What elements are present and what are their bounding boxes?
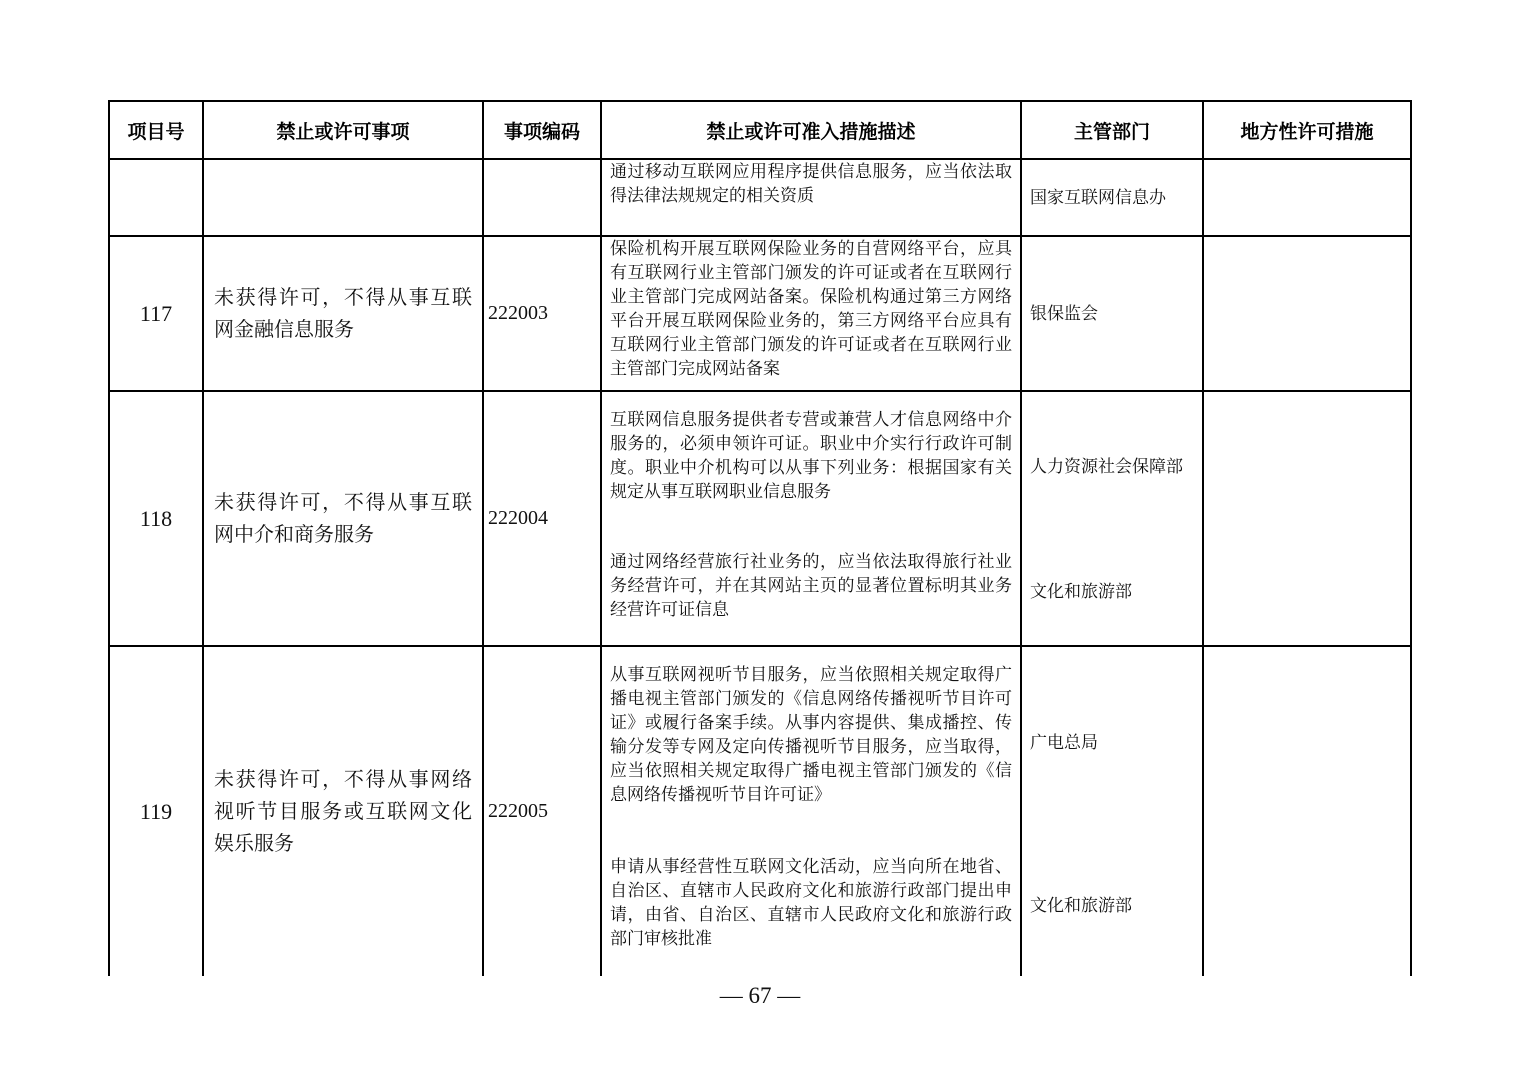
item-no-cell: 117 (109, 236, 203, 391)
item-name-cell (203, 159, 483, 236)
table-row-118 (109, 391, 1411, 646)
table-row-continuation (109, 159, 1411, 236)
measure-description-paragraph: 申请从事经营性互联网文化活动，应当向所在地省、自治区、直辖市人民政府文化和旅游行政部门提出申请，由省、自治区、直辖市人民政府文化和旅游行政部门审核批准 (610, 857, 1012, 948)
page-number: — 67 — (719, 983, 801, 1008)
local-measure-cell (1203, 646, 1411, 976)
measure-description-cell (601, 646, 1021, 976)
department-name: 人力资源社会保障部 (1030, 457, 1183, 476)
local-measure-cell (1203, 159, 1411, 236)
table-row-119 (109, 646, 1411, 976)
column-header-item-name: 禁止或许可事项 (203, 101, 483, 159)
item-name-cell: 未获得许可，不得从事互联网金融信息服务 (203, 236, 483, 391)
department-name: 广电总局 (1030, 733, 1098, 752)
item-code-cell: 222003 (483, 236, 601, 391)
department-cell: 国家互联网信息办 (1021, 159, 1203, 236)
measure-description-paragraph: 从事互联网视听节目服务，应当依照相关规定取得广播电视主管部门颁发的《信息网络传播视听节目许可证》或履行备案手续。从事内容提供、集成播控、传输分发等专网及定向传播视听节目服务，应当取得，应当依照相关规定取得广播电视主管部门颁发的《信息网络传播视听节目许可证》 (610, 665, 1012, 804)
item-code-cell: 222005 (483, 646, 601, 976)
department-name: 文化和旅游部 (1030, 896, 1132, 915)
local-measure-cell (1203, 236, 1411, 391)
item-name-cell: 未获得许可，不得从事网络视听节目服务或互联网文化娱乐服务 (203, 646, 483, 976)
table-row-117 (109, 236, 1411, 391)
table-header-row (109, 101, 1411, 159)
department-cell (1021, 646, 1203, 976)
column-header-item-no: 项目号 (109, 101, 203, 159)
column-header-item-code: 事项编码 (483, 101, 601, 159)
item-code-cell: 222004 (483, 391, 601, 646)
column-header-measure-description: 禁止或许可准入措施描述 (601, 101, 1021, 159)
column-header-department: 主管部门 (1021, 101, 1203, 159)
local-measure-cell (1203, 391, 1411, 646)
measure-description-cell: 通过移动互联网应用程序提供信息服务，应当依法取得法律法规规定的相关资质 (601, 159, 1021, 236)
department-name: 文化和旅游部 (1030, 582, 1132, 601)
department-cell (1021, 391, 1203, 646)
measure-description-cell (601, 391, 1021, 646)
column-header-local-measures: 地方性许可措施 (1203, 101, 1411, 159)
access-measures-table (108, 100, 1412, 976)
measure-description-paragraph: 通过网络经营旅行社业务的，应当依法取得旅行社业务经营许可，并在其网站主页的显著位置标明其业务经营许可证信息 (610, 552, 1012, 619)
item-name-cell: 未获得许可，不得从事互联网中介和商务服务 (203, 391, 483, 646)
item-no-cell: 118 (109, 391, 203, 646)
item-no-cell (109, 159, 203, 236)
measure-description-cell: 保险机构开展互联网保险业务的自营网络平台，应具有互联网行业主管部门颁发的许可证或者在互联网行业主管部门完成网站备案。保险机构通过第三方网络平台开展互联网保险业务的，第三方网络平台应具有互联网行业主管部门颁发的许可证或者在互联网行业主管部门完成网站备案 (601, 236, 1021, 391)
item-no-cell: 119 (109, 646, 203, 976)
measure-description-paragraph: 互联网信息服务提供者专营或兼营人才信息网络中介服务的，必须申领许可证。职业中介实行行政许可制度。职业中介机构可以从事下列业务：根据国家有关规定从事互联网职业信息服务 (610, 410, 1012, 501)
department-cell: 银保监会 (1021, 236, 1203, 391)
item-code-cell (483, 159, 601, 236)
